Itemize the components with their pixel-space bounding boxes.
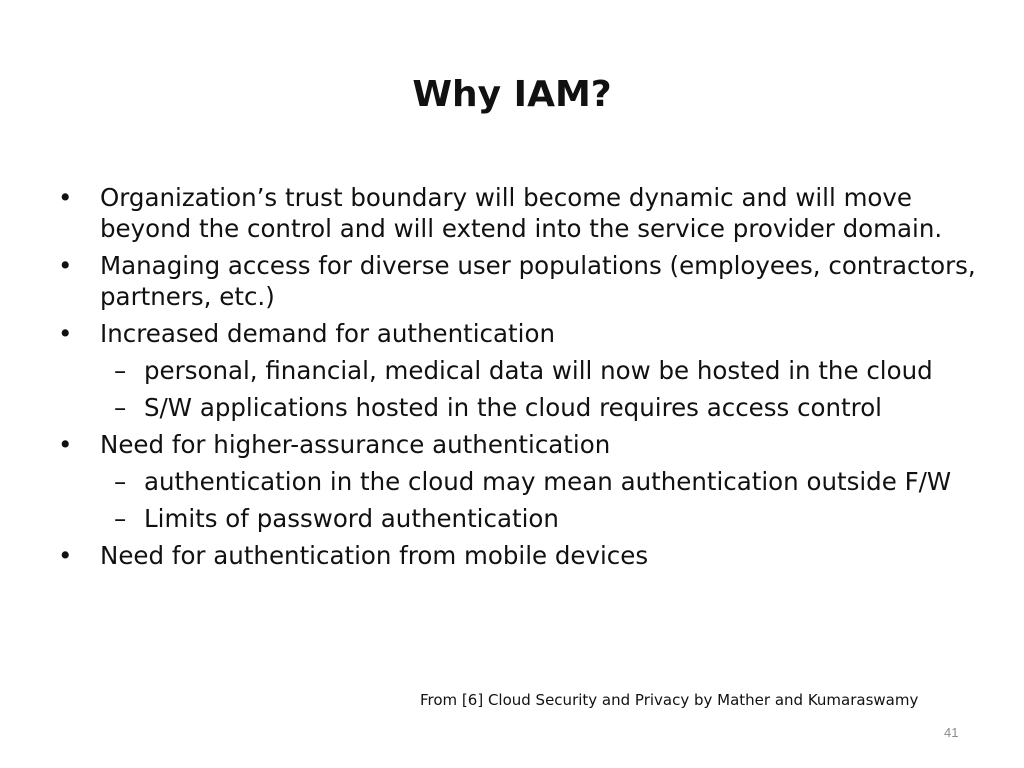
slide-title: Why IAM?	[412, 74, 612, 115]
sub-bullet-text: personal, financial, medical data will now be hosted in the cloud	[144, 356, 933, 385]
dash-marker: –	[114, 393, 127, 422]
sub-bullet-text: S/W applications hosted in the cloud requires access control	[144, 393, 882, 422]
dash-marker: –	[114, 356, 127, 385]
bullet-item	[58, 540, 978, 571]
bullet-marker: •	[58, 251, 73, 280]
bullet-text: Managing access for diverse user populations (employees, contractors, partners, etc.)	[100, 251, 976, 311]
bullet-marker: •	[58, 430, 73, 459]
bullet-marker: •	[58, 183, 73, 212]
sub-bullet-item	[58, 392, 978, 423]
bullet-list	[58, 182, 978, 577]
bullet-item	[58, 429, 978, 460]
sub-bullet-item	[58, 503, 978, 534]
bullet-item	[58, 182, 978, 244]
source-citation: From [6] Cloud Security and Privacy by Mather and Kumaraswamy	[420, 691, 919, 709]
dash-marker: –	[114, 467, 127, 496]
bullet-marker: •	[58, 541, 73, 570]
bullet-item	[58, 250, 978, 312]
dash-marker: –	[114, 504, 127, 533]
bullet-text: Organization’s trust boundary will become dynamic and will move beyond the control and will extend into the service provider domain.	[100, 183, 943, 243]
bullet-text: Need for higher-assurance authentication	[100, 430, 611, 459]
sub-bullet-item	[58, 355, 978, 386]
bullet-item	[58, 318, 978, 349]
page-number: 41	[944, 725, 959, 740]
bullet-marker: •	[58, 319, 73, 348]
sub-bullet-text: Limits of password authentication	[144, 504, 559, 533]
sub-bullet-text: authentication in the cloud may mean authentication outside F/W	[144, 467, 952, 496]
bullet-text: Need for authentication from mobile devices	[100, 541, 649, 570]
sub-bullet-item	[58, 466, 978, 497]
bullet-text: Increased demand for authentication	[100, 319, 555, 348]
